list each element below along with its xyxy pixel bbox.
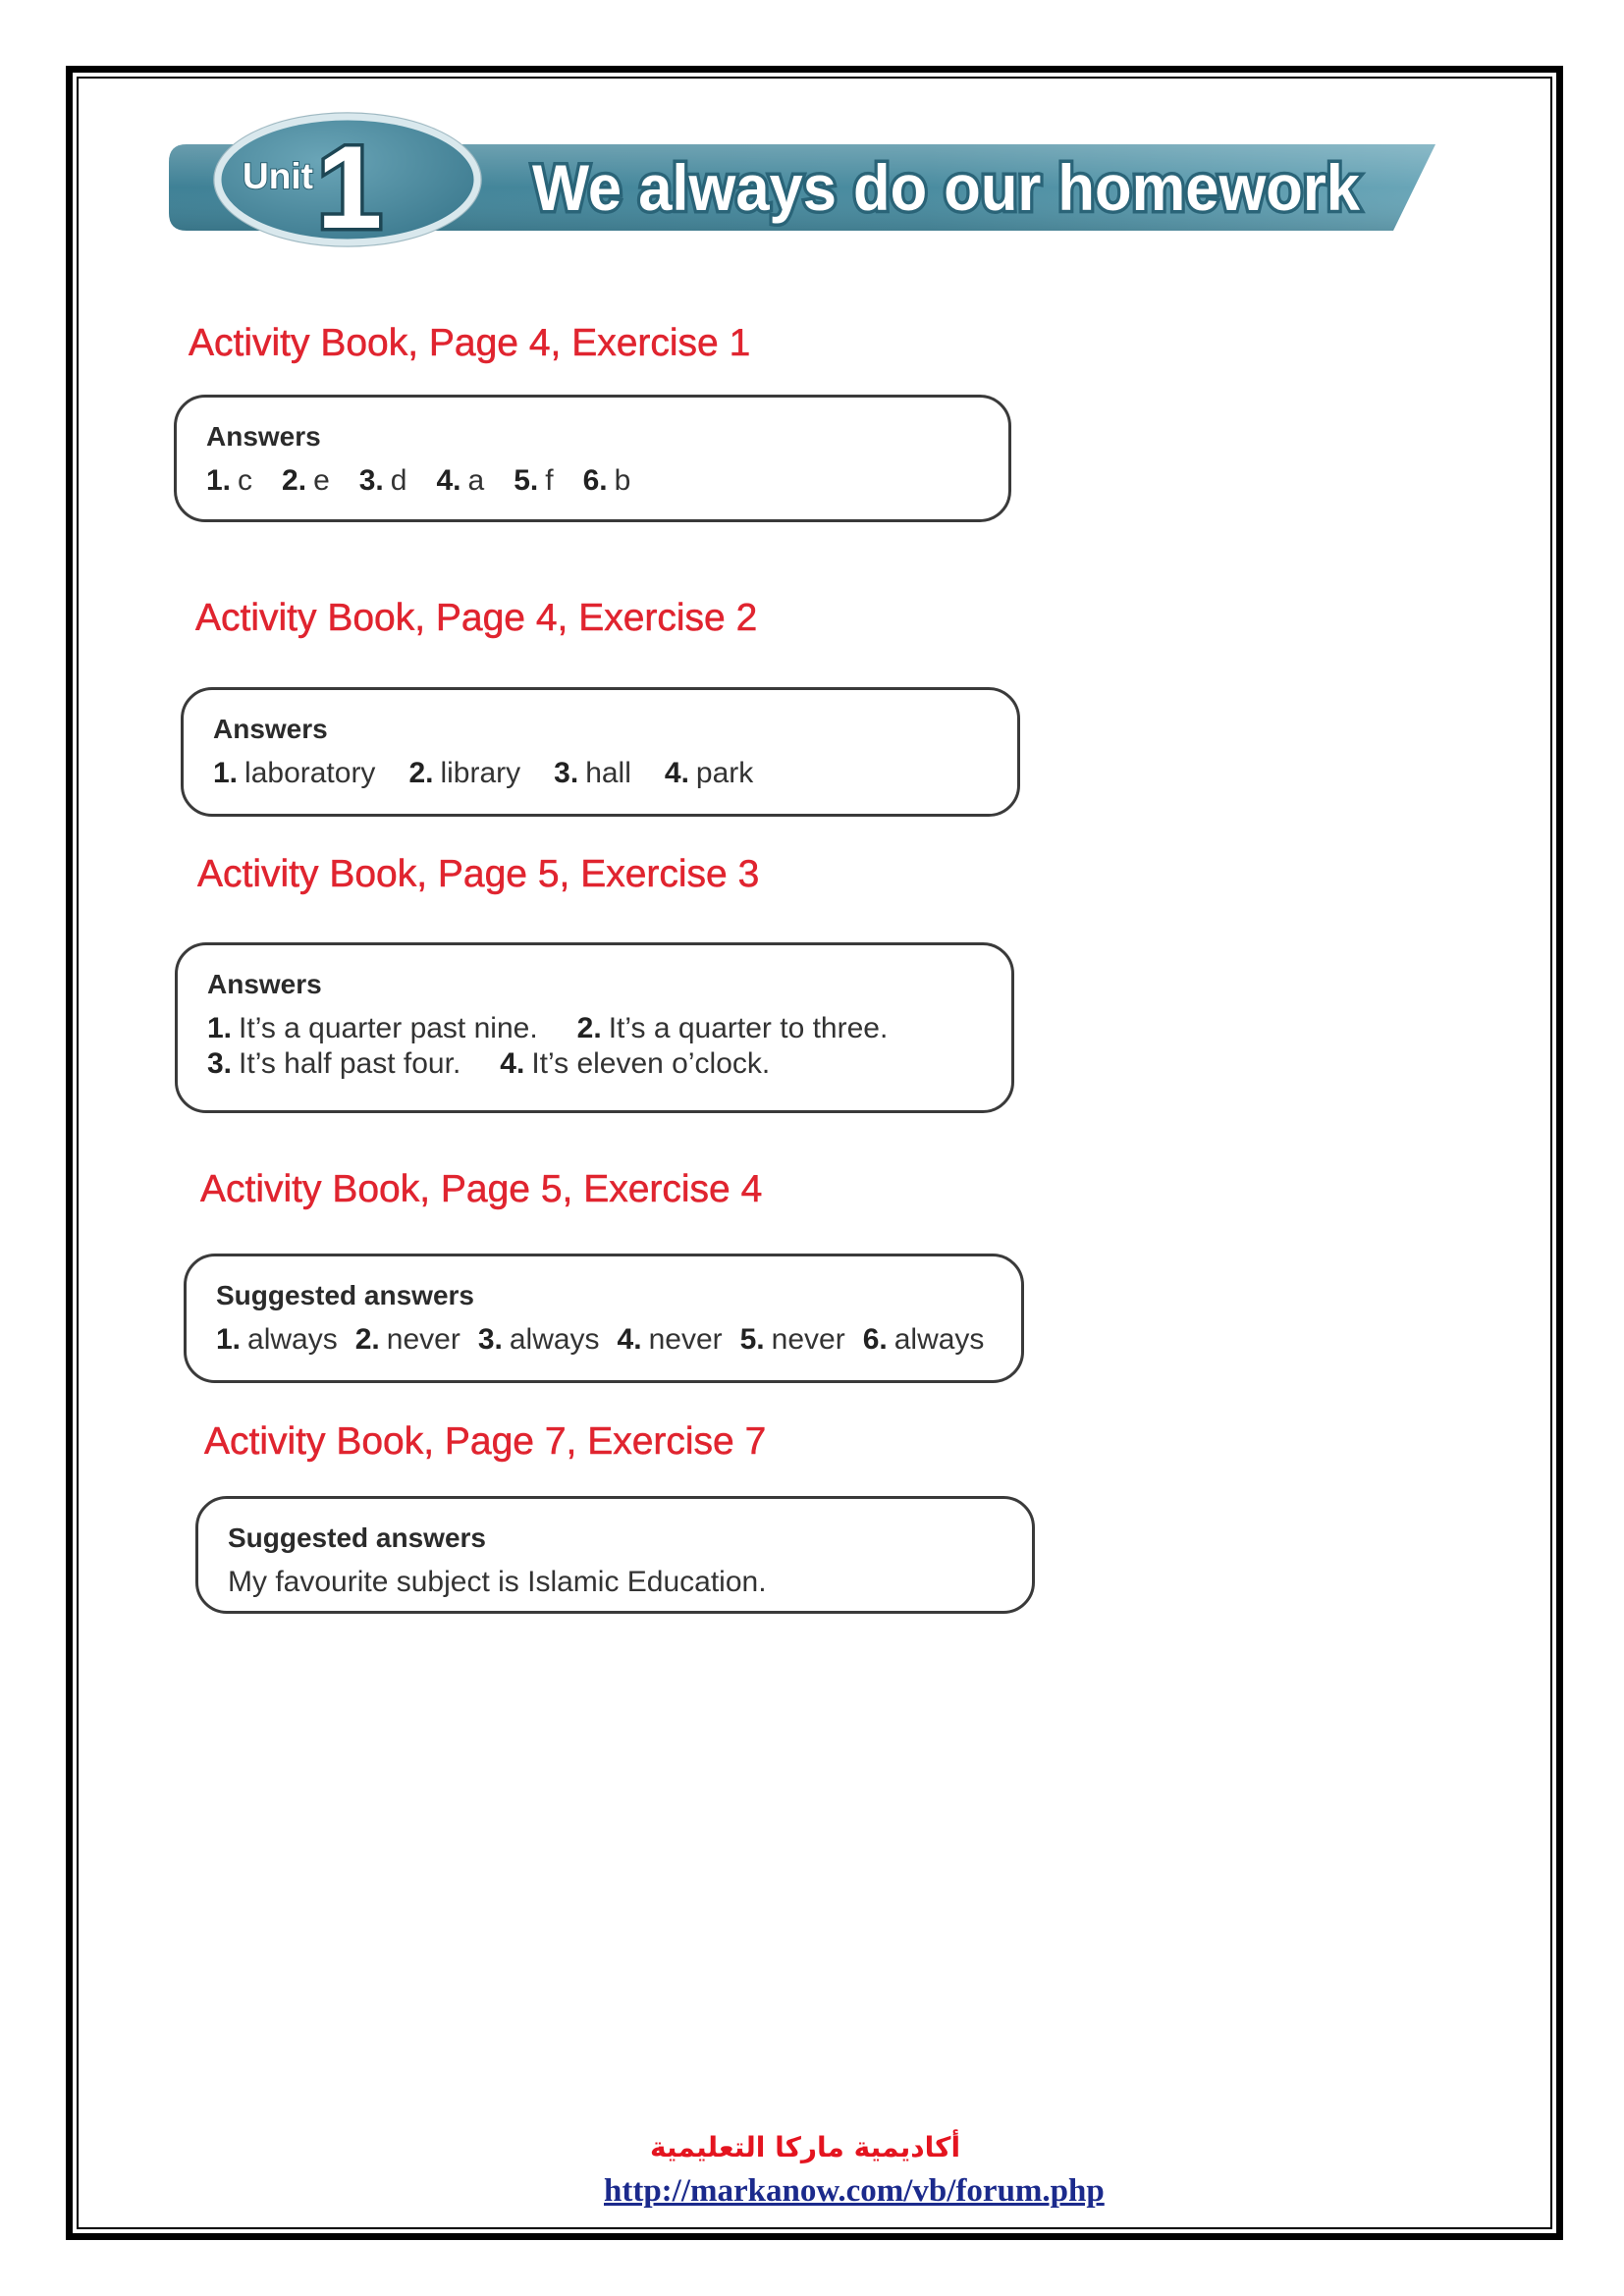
- unit-number: 1: [316, 122, 383, 253]
- answer-item: [228, 1565, 767, 1600]
- answer-line: [213, 756, 998, 791]
- answer-line: [207, 1046, 992, 1082]
- answer-number: 4.: [617, 1323, 642, 1356]
- answer-text: never: [386, 1323, 460, 1356]
- answer-item: [500, 1046, 770, 1082]
- answer-box-label: Answers: [207, 969, 322, 999]
- section-heading-exercise-2: Activity Book, Page 4, Exercise 2: [195, 597, 758, 639]
- answer-number: 3.: [477, 1323, 503, 1356]
- answer-box: [175, 942, 1014, 1113]
- answer-number: 3.: [554, 757, 579, 789]
- answer-text: a: [467, 464, 485, 497]
- unit-title: We always do our homework: [532, 151, 1361, 224]
- answer-item: [282, 463, 330, 499]
- answer-item: [216, 1322, 338, 1358]
- answer-text: My favourite subject is Islamic Education.: [228, 1566, 767, 1598]
- section-heading-exercise-3: Activity Book, Page 5, Exercise 3: [197, 853, 760, 895]
- answer-number: 2.: [408, 757, 434, 789]
- answer-box-label: Answers: [206, 421, 321, 452]
- answer-text: always: [893, 1323, 985, 1356]
- section-heading-exercise-1: Activity Book, Page 4, Exercise 1: [189, 322, 751, 364]
- answer-number: 6.: [862, 1323, 888, 1356]
- answer-number: 1.: [213, 757, 239, 789]
- answer-number: 4.: [664, 757, 689, 789]
- answer-item: [408, 756, 520, 791]
- answer-item: [207, 1046, 460, 1082]
- answer-text: It’s a quarter past nine.: [239, 1012, 538, 1044]
- answer-text: always: [247, 1323, 338, 1356]
- answer-item: [436, 463, 484, 499]
- section-heading-exercise-7: Activity Book, Page 7, Exercise 7: [204, 1420, 767, 1463]
- answer-text: b: [614, 464, 631, 497]
- answer-item: [583, 463, 631, 499]
- answer-number: 5.: [514, 464, 539, 497]
- answer-number: 1.: [206, 464, 232, 497]
- answer-item: [206, 463, 252, 499]
- answer-text: d: [390, 464, 407, 497]
- answer-box-label: Suggested answers: [216, 1280, 474, 1310]
- answer-box: [184, 1254, 1024, 1383]
- answer-text: laboratory: [244, 757, 376, 789]
- answer-line: [207, 1011, 992, 1046]
- answer-number: 3.: [358, 464, 384, 497]
- answer-item: [213, 756, 375, 791]
- answer-line: [206, 463, 989, 499]
- answer-text: hall: [585, 757, 631, 789]
- answer-item: [740, 1322, 845, 1358]
- answer-number: 5.: [739, 1323, 765, 1356]
- answer-box-label: Answers: [213, 714, 328, 744]
- page-frame: [66, 66, 1563, 2240]
- answer-text: park: [695, 757, 754, 789]
- answer-number: 2.: [576, 1012, 602, 1044]
- answer-box: [181, 687, 1020, 817]
- answer-item: [554, 756, 631, 791]
- footer-academy-name: أكاديمية ماركا التعليمية: [649, 2131, 961, 2163]
- answer-item: [863, 1322, 985, 1358]
- answer-text: library: [440, 757, 521, 789]
- answer-box: [174, 395, 1011, 522]
- answer-text: It’s a quarter to three.: [608, 1012, 889, 1044]
- unit-label: Unit: [243, 156, 313, 196]
- answer-item: [478, 1322, 600, 1358]
- answer-text: never: [648, 1323, 723, 1356]
- answer-text: f: [545, 464, 554, 497]
- answer-item: [359, 463, 407, 499]
- answer-text: always: [509, 1323, 600, 1356]
- answer-number: 3.: [207, 1047, 233, 1080]
- answer-text: never: [771, 1323, 845, 1356]
- answer-text: c: [238, 464, 253, 497]
- answer-number: 6.: [582, 464, 608, 497]
- answer-box: [195, 1496, 1035, 1614]
- answer-text: It’s eleven o’clock.: [531, 1047, 771, 1080]
- answer-number: 1.: [216, 1323, 242, 1356]
- answer-text: e: [313, 464, 330, 497]
- answer-item: [665, 756, 753, 791]
- answer-item: [355, 1322, 460, 1358]
- answer-line: [228, 1565, 1012, 1600]
- answer-item: [577, 1011, 889, 1046]
- answer-number: 2.: [282, 464, 307, 497]
- answer-item: [207, 1011, 538, 1046]
- answer-item: [514, 463, 553, 499]
- section-heading-exercise-4: Activity Book, Page 5, Exercise 4: [200, 1168, 763, 1210]
- answer-number: 2.: [354, 1323, 380, 1356]
- answer-box-label: Suggested answers: [228, 1522, 486, 1553]
- answer-text: It’s half past four.: [239, 1047, 461, 1080]
- unit-banner: [157, 108, 1443, 255]
- answer-line: [216, 1322, 1001, 1358]
- answer-number: 1.: [207, 1012, 233, 1044]
- answer-number: 4.: [500, 1047, 525, 1080]
- answer-item: [618, 1322, 723, 1358]
- answer-number: 4.: [436, 464, 461, 497]
- footer-forum-link[interactable]: http://markanow.com/vb/forum.php: [604, 2173, 1105, 2209]
